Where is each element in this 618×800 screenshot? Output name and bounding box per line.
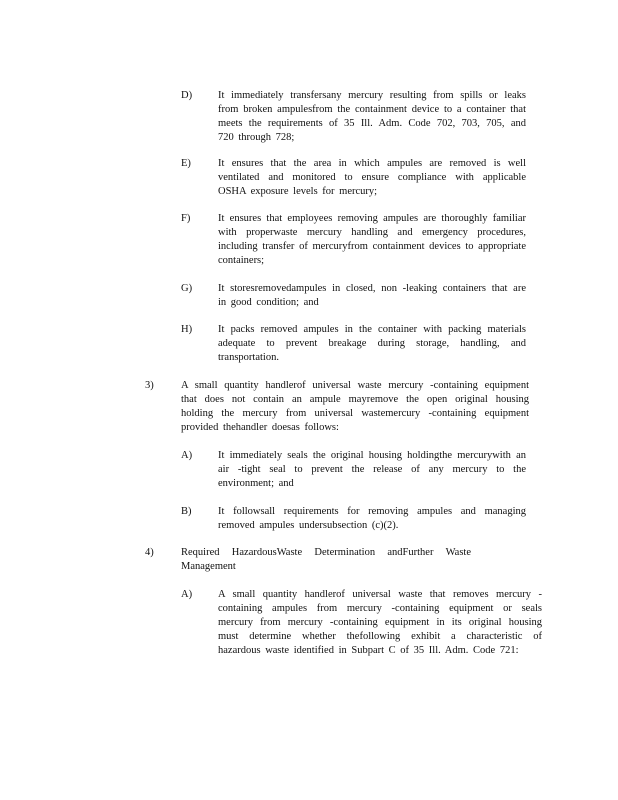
item-text: It packs removed ampules in the container with packing materials adequate to prevent breakage during storage, handling, and transportation. xyxy=(218,324,526,363)
item-text: A small quantity handlerof universal waste mercury -containing equipment that does not contain an ampule mayremove the open original housing holding the mercury from universal wastemercury -containing equipment provided thehandler doesas follows: xyxy=(181,380,529,433)
item-label: G) xyxy=(181,283,193,294)
item-label: B) xyxy=(181,506,192,517)
item-text: A small quantity handlerof universal waste that removes mercury -containing ampules from mercury -containing equipment or seals mercury from mercury -containing equipment in its original housing must determine whether thefollowing exhibit a characteristic of hazardous waste identified in Subpart C of 35 Ill. Adm. Code 721: xyxy=(218,589,542,656)
item-label: H) xyxy=(181,324,193,335)
item-label: F) xyxy=(181,213,191,224)
item-label: 3) xyxy=(145,380,154,391)
item-text: Required HazardousWaste Determination andFurther Waste Management xyxy=(181,547,471,572)
item-label: A) xyxy=(181,450,193,461)
item-label: E) xyxy=(181,158,191,169)
item-text: It immediately seals the original housing holdingthe mercurywith an air -tight seal to prevent the release of any mercury to the environment; and xyxy=(218,450,526,489)
item-label: D) xyxy=(181,90,193,101)
item-text: It ensures that the area in which ampules are removed is well ventilated and monitored to ensure compliance with applicable OSHA exposure levels for mercury; xyxy=(218,158,526,197)
item-text: It storesremovedampules in closed, non -leaking containers that are in good condition; and xyxy=(218,283,526,308)
item-label: A) xyxy=(181,589,193,600)
item-label: 4) xyxy=(145,547,154,558)
item-text: It immediately transfersany mercury resulting from spills or leaks from broken ampulesfrom the containment device to a container that meets the requirements of 35 Ill. Adm. Code 702, 703, 705, and 720 through 728; xyxy=(218,90,526,143)
item-text: It ensures that employees removing ampules are thoroughly familiar with properwaste mercury handling and emergency procedures, including transfer of mercuryfrom containment devices to appropriate containers; xyxy=(218,213,526,266)
item-text: It followsall requirements for removing ampules and managing removed ampules undersubsection (c)(2). xyxy=(218,506,526,531)
